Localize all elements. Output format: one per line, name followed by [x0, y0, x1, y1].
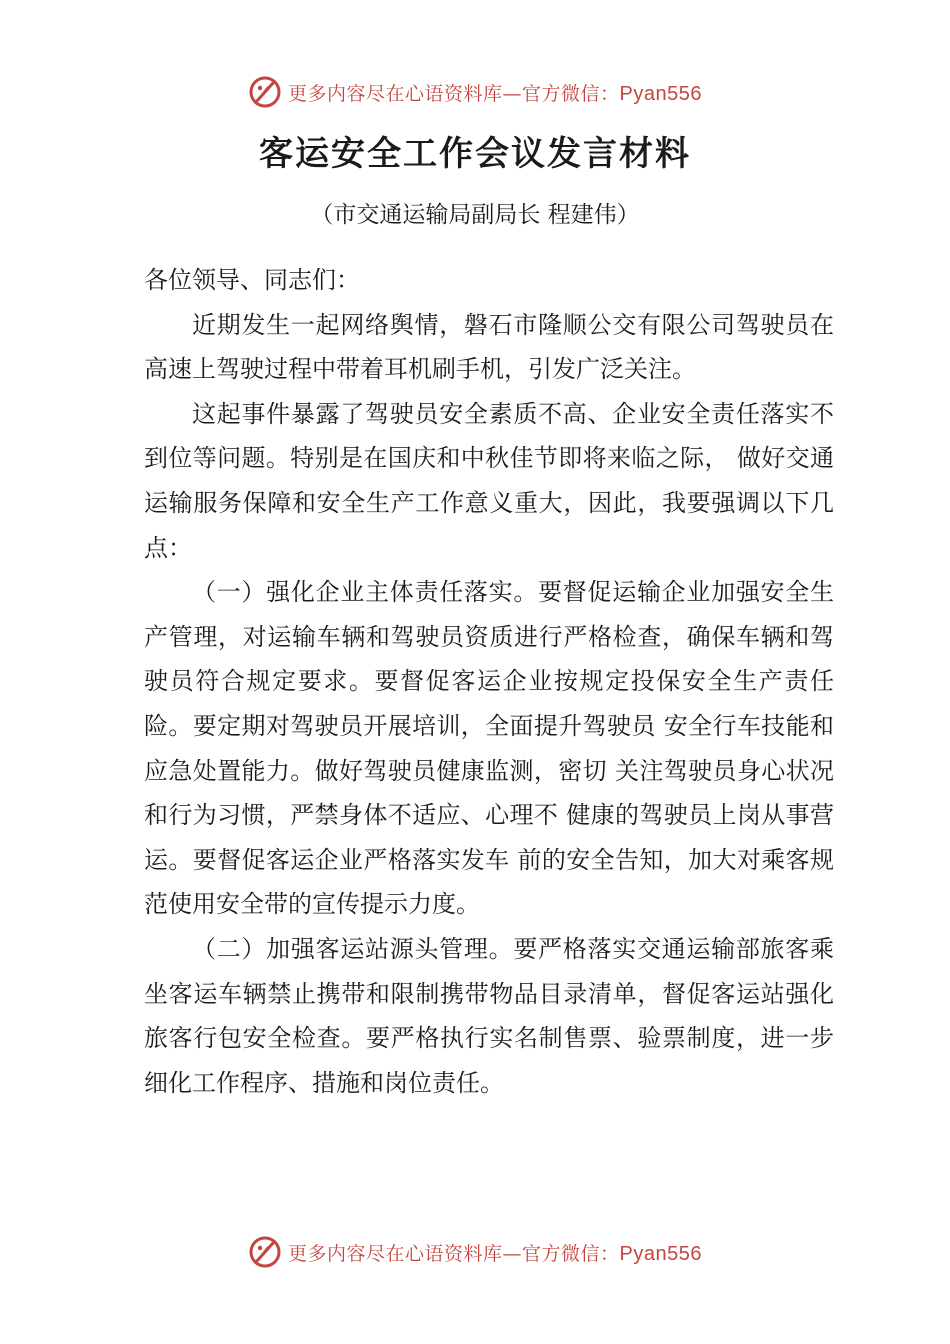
watermark-text: 更多内容尽在心语资料库—官方微信：Pyan556	[288, 82, 702, 105]
document-subtitle: （市交通运输局副局长 程建伟）	[310, 202, 640, 228]
paragraph: 这起事件暴露了驾驶员安全素质不高、企业安全责任落实不到位等问题。特别是在国庆和中秋佳节即将来临之际， 做好交通运输服务保障和安全生产工作意义重大，因此，我要强调以下几点：	[144, 399, 834, 562]
header-watermark-banner	[0, 72, 950, 112]
paragraph: （二）加强客运站源头管理。要严格落实交通运输部旅客乘坐客运车辆禁止携带和限制携带物品目录清单，督促客运站强化旅客行包安全检查。要严格执行实名制售票、验票制度，进一步细化工作程序、措施和岗位责任。	[144, 934, 834, 1097]
quill-logo-icon	[248, 75, 282, 109]
footer-watermark-banner	[0, 1232, 950, 1272]
paragraph: 近期发生一起网络舆情，磐石市隆顺公交有限公司驾驶员在高速上驾驶过程中带着耳机刷手机，引发广泛关注。	[144, 310, 834, 384]
document-title: 客运安全工作会议发言材料	[259, 134, 691, 174]
paragraph: （一）强化企业主体责任落实。要督促运输企业加强安全生产管理，对运输车辆和驾驶员资质进行严格检查，确保车辆和驾驶员符合规定要求。要督促客运企业按规定投保安全生产责任险。要定期对驾驶员开展培训，全面提升驾驶员 安全行车技能和应急处置能力。做好驾驶员健康监测，密切 关注驾驶员身心状况和行为习惯，严禁身体不适应、心理不 健康的驾驶员上岗从事营运。要督促客运企业严格落实发车 前的安全告知，加大对乘客规范使用安全带的宣传提示力度。	[144, 578, 834, 919]
watermark-text: 更多内容尽在心语资料库—官方微信：Pyan556	[288, 1242, 702, 1265]
quill-logo-icon	[248, 1235, 282, 1269]
salutation: 各位领导、同志们：	[144, 266, 360, 294]
document-body	[144, 258, 834, 1105]
